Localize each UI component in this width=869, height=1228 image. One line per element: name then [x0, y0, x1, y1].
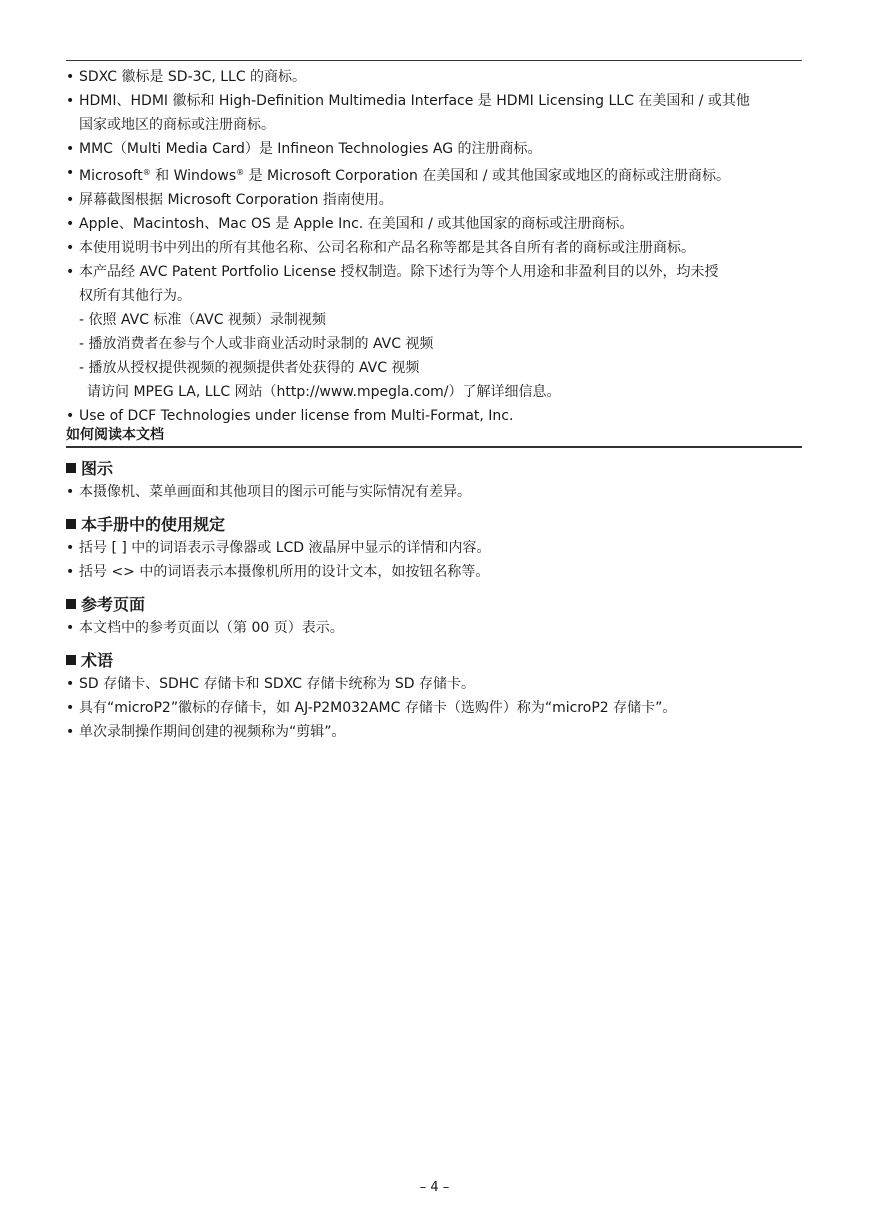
- bullet-icon: •: [66, 216, 75, 232]
- registered-mark: ®: [236, 168, 245, 177]
- bullet-icon: •: [66, 676, 75, 692]
- list-item: [66, 236, 802, 260]
- heading-text: 图示: [81, 459, 114, 478]
- item-text: SD 存储卡、SDHC 存储卡和 SDXC 存储卡统称为 SD 存储卡。: [79, 676, 476, 692]
- item-text: SDXC 徽标是 SD-3C, LLC 的商标。: [79, 69, 307, 85]
- square-bullet-icon: [66, 519, 76, 529]
- top-rule: [66, 60, 802, 61]
- item-text: 单次录制操作期间创建的视频称为“剪辑”。: [79, 724, 346, 740]
- item-text: Apple、Macintosh、Mac OS 是 Apple Inc. 在美国和 / 或其他国家的商标或注册商标。: [79, 216, 634, 232]
- square-bullet-icon: [66, 655, 76, 665]
- list-item: [66, 212, 802, 236]
- section-title: 如何阅读本文档: [66, 425, 802, 448]
- trademark-list: [66, 65, 802, 428]
- heading-text: 术语: [81, 651, 114, 670]
- bullet-icon: •: [66, 724, 75, 740]
- bullet-icon: •: [66, 240, 75, 256]
- square-bullet-icon: [66, 463, 76, 473]
- how-to-read-sections: [66, 458, 802, 744]
- list-item: [66, 137, 802, 161]
- item-text: 具有“microP2”徽标的存储卡，如 AJ-P2M032AMC 存储卡（选购件）称为“microP2 存储卡”。: [79, 700, 677, 716]
- section-heading: [66, 458, 802, 480]
- avc-note: 请访问 MPEG LA, LLC 网站（http://www.mpegla.com/）了解详细信息。: [87, 384, 561, 400]
- bullet-icon: •: [66, 620, 75, 636]
- item-text: 括号 <> 中的词语表示本摄像机所用的设计文本，如按钮名称等。: [79, 564, 490, 580]
- avc-subitem: - 依照 AVC 标准（AVC 视频）录制视频: [79, 312, 326, 328]
- list-item: [66, 536, 802, 560]
- item-text: 本摄像机、菜单画面和其他项目的图示可能与实际情况有差异。: [79, 484, 471, 500]
- item-text-continued: 权所有其他行为。: [79, 288, 191, 304]
- avc-subitem: - 播放消费者在参与个人或非商业活动时录制的 AVC 视频: [79, 336, 434, 352]
- bullet-icon: •: [66, 700, 75, 716]
- heading-text: 参考页面: [81, 595, 146, 614]
- item-text: HDMI、HDMI 徽标和 High-Definition Multimedia Interface 是 HDMI Licensing LLC 在美国和 / 或其他: [79, 93, 750, 109]
- page-number: – 4 –: [419, 1180, 450, 1195]
- item-text: 本文档中的参考页面以（第 00 页）表示。: [79, 620, 344, 636]
- item-text-part: 和 Windows: [150, 168, 237, 184]
- list-item: [66, 616, 802, 640]
- bullet-icon: •: [66, 69, 75, 85]
- section-heading: [66, 650, 802, 672]
- item-text-continued: 国家或地区的商标或注册商标。: [79, 117, 275, 133]
- registered-mark: ®: [142, 168, 151, 177]
- list-item: [66, 89, 802, 137]
- heading-text: 本手册中的使用规定: [81, 515, 226, 534]
- section-heading: [66, 514, 802, 536]
- bullet-icon: •: [66, 564, 75, 580]
- bullet-icon: •: [66, 408, 75, 424]
- bullet-icon: •: [66, 165, 75, 181]
- list-item: [66, 161, 802, 188]
- bullet-icon: •: [66, 192, 75, 208]
- item-text-part: Microsoft: [79, 168, 143, 184]
- list-item: [66, 65, 802, 89]
- item-text: Use of DCF Technologies under license from Multi-Format, Inc.: [79, 408, 514, 424]
- list-item: [66, 560, 802, 584]
- bullet-icon: •: [66, 540, 75, 556]
- list-item: [66, 696, 802, 720]
- bullet-icon: •: [66, 141, 75, 157]
- list-item: [66, 188, 802, 212]
- bullet-icon: •: [66, 93, 75, 109]
- list-item: [66, 672, 802, 696]
- square-bullet-icon: [66, 599, 76, 609]
- section-heading: [66, 594, 802, 616]
- list-item: [66, 480, 802, 504]
- item-text: MMC（Multi Media Card）是 Infineon Technologies AG 的注册商标。: [79, 141, 542, 157]
- bullet-icon: •: [66, 264, 75, 280]
- item-text-part: 是 Microsoft Corporation 在美国和 / 或其他国家或地区的商标或注册商标。: [244, 168, 730, 184]
- item-text: 本产品经 AVC Patent Portfolio License 授权制造。除下述行为等个人用途和非盈利目的以外，均未授: [79, 264, 719, 280]
- list-item: [66, 720, 802, 744]
- avc-subitem: - 播放从授权提供视频的视频提供者处获得的 AVC 视频: [79, 360, 420, 376]
- item-text: 本使用说明书中列出的所有其他名称、公司名称和产品名称等都是其各自所有者的商标或注册商标。: [79, 240, 695, 256]
- list-item: [66, 260, 802, 308]
- item-text: 括号 [ ] 中的词语表示寻像器或 LCD 液晶屏中显示的详情和内容。: [79, 540, 491, 556]
- item-text: 屏幕截图根据 Microsoft Corporation 指南使用。: [79, 192, 393, 208]
- bullet-icon: •: [66, 484, 75, 500]
